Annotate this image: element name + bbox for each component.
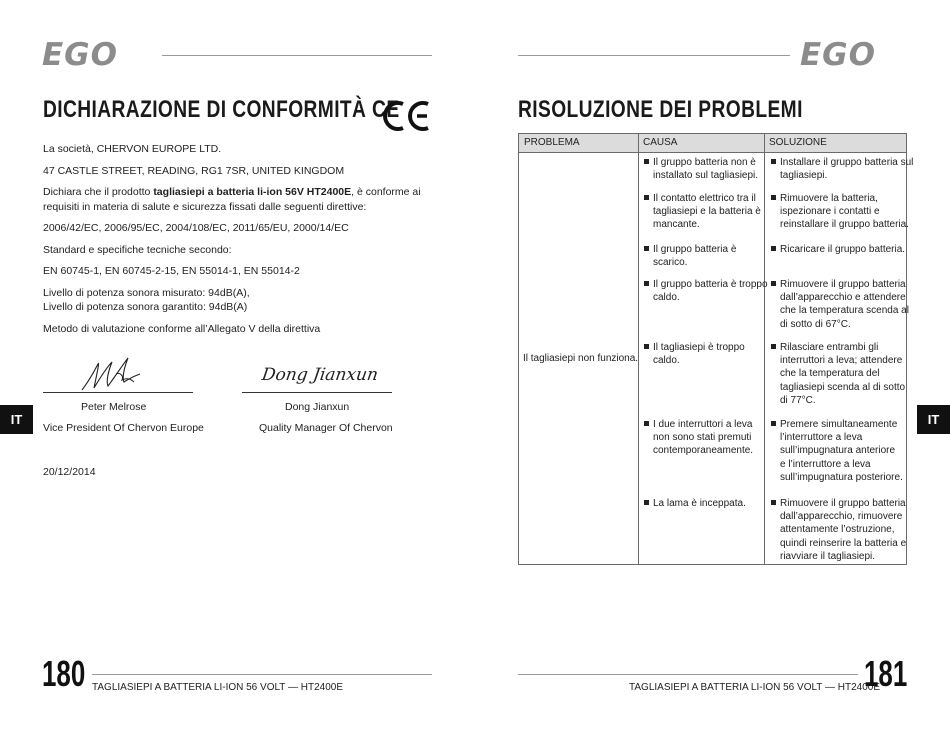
product-name: tagliasiepi a batteria li-ion 56V HT2400E	[153, 186, 352, 198]
page-title: DICHIARAZIONE DI CONFORMITÀ CE	[43, 96, 400, 123]
cause-cell	[653, 418, 765, 458]
ego-logo-right: EGO	[800, 37, 876, 73]
cell-line: tagliasiepi e la batteria è	[653, 206, 761, 218]
page-number-left: 180	[42, 653, 86, 694]
header-soluzione: SOLUZIONE	[769, 137, 827, 148]
footer-title-left: TAGLIASIEPI A BATTERIA LI-ION 56 VOLT — HT2400E	[92, 682, 344, 693]
solution-cell	[780, 192, 909, 232]
bullet-icon	[771, 281, 776, 286]
cell-line: Il gruppo batteria non è	[653, 157, 756, 168]
cell-line: di sotto di 67°C.	[780, 318, 851, 330]
column-divider	[638, 134, 639, 564]
language-tab-right: IT	[917, 405, 950, 434]
troubleshooting-table	[518, 133, 914, 565]
language-tab-left: IT	[0, 405, 33, 434]
cell-line: Ricaricare il gruppo batteria.	[780, 244, 906, 255]
footer-title-right: TAGLIASIEPI A BATTERIA LI-ION 56 VOLT — HT2400E	[629, 682, 881, 693]
cause-cell	[653, 192, 765, 232]
company-name: La società, CHERVON EUROPE LTD.	[43, 143, 222, 155]
cause-cell	[653, 156, 765, 182]
cell-line: Il gruppo batteria è	[653, 244, 737, 255]
cell-line: contemporaneamente.	[653, 445, 754, 457]
cell-line: Il contatto elettrico tra il	[653, 193, 756, 204]
header-problema: PROBLEMA	[524, 137, 580, 148]
signature-dong-jianxun: Dong Jianxun	[260, 365, 380, 385]
bullet-icon	[644, 500, 649, 505]
declaration-text: Dichiara che il prodotto tagliasiepi a batteria li-ion 56V HT2400E, è conforme ai	[43, 186, 421, 198]
cell-line: tagliasiepi scenda al di sotto	[780, 381, 906, 393]
bullet-icon	[771, 159, 776, 164]
bullet-icon	[771, 421, 776, 426]
cell-line: Rimuovere la batteria,	[780, 193, 878, 204]
footer-rule-left	[92, 674, 432, 675]
solution-cell	[780, 418, 903, 484]
solution-cell	[780, 156, 914, 182]
signature-line-2	[242, 392, 392, 393]
cell-line: non sono stati premuti	[653, 432, 752, 444]
cell-line: interruttori a leva; attendere	[780, 355, 903, 367]
bullet-icon	[644, 159, 649, 164]
cell-line: ispezionare i contatti e	[780, 206, 880, 218]
company-address: 47 CASTLE STREET, READING, RG1 7SR, UNITED KINGDOM	[43, 165, 345, 177]
cell-line: quindi reinserire la batteria e	[780, 537, 907, 549]
declaration-text-2: requisiti in materia di salute e sicurezza fissati dalle seguenti direttive:	[43, 201, 367, 213]
cell-line: tagliasiepi.	[780, 170, 828, 182]
cell-line: Premere simultaneamente	[780, 419, 898, 430]
bullet-icon	[771, 195, 776, 200]
table-header-row	[519, 134, 906, 153]
cell-line: Il tagliasiepi è troppo	[653, 342, 745, 353]
cell-line: dall’apparecchio e attendere	[780, 292, 906, 304]
bullet-icon	[644, 421, 649, 426]
cell-line: di 77°C.	[780, 394, 816, 406]
ce-mark-icon	[383, 98, 433, 134]
cell-line: sull’impugnatura posteriore.	[780, 471, 903, 483]
header-rule-right	[518, 55, 790, 56]
cell-line: dall’apparecchio, rimuovere	[780, 511, 903, 523]
cell-line: La lama è inceppata.	[653, 498, 746, 509]
bullet-icon	[644, 195, 649, 200]
cell-line: Rimuovere il gruppo batteria	[780, 279, 906, 290]
directives-list: 2006/42/EC, 2006/95/EC, 2004/108/EC, 2011/65/EU, 2000/14/EC	[43, 222, 349, 234]
bullet-icon	[771, 246, 776, 251]
declaration-date: 20/12/2014	[43, 466, 96, 478]
cause-cell	[653, 278, 768, 304]
bullet-icon	[644, 281, 649, 286]
solution-cell	[780, 497, 907, 563]
cell-line: l’interruttore a leva	[780, 432, 863, 444]
standards-label: Standard e specifiche tecniche secondo:	[43, 244, 232, 256]
problem-cell: Il tagliasiepi non funziona.	[523, 353, 639, 364]
cause-cell	[653, 243, 765, 269]
cell-line: installato sul tagliasiepi.	[653, 170, 759, 182]
cell-line: Rimuovere il gruppo batteria	[780, 498, 906, 509]
signer2-name: Dong Jianxun	[285, 401, 350, 413]
evaluation-method: Metodo di valutazione conforme all’Allegato V della direttiva	[43, 323, 321, 335]
header-causa: CAUSA	[643, 137, 678, 148]
cell-line: sull’impugnatura anteriore	[780, 445, 896, 457]
signer1-title: Vice President Of Chervon Europe	[43, 422, 204, 434]
signature-line-1	[43, 392, 193, 393]
cause-cell	[653, 497, 765, 510]
cell-line: I due interruttori a leva	[653, 419, 753, 430]
page-number-right: 181	[864, 653, 908, 694]
cell-line: attentamente l’ostruzione,	[780, 524, 895, 536]
ego-logo: EGO	[42, 37, 118, 73]
bullet-icon	[644, 344, 649, 349]
solution-cell	[780, 341, 906, 407]
signer2-title: Quality Manager Of Chervon	[259, 422, 393, 434]
signature-peter-melrose	[78, 352, 148, 394]
cell-line: scarico.	[653, 257, 688, 269]
signer1-name: Peter Melrose	[81, 401, 147, 413]
page-title-right: RISOLUZIONE DEI PROBLEMI	[518, 96, 803, 123]
cell-line: Rilasciare entrambi gli	[780, 342, 879, 353]
cell-line: che la temperatura del	[780, 368, 880, 380]
standards-list: EN 60745-1, EN 60745-2-15, EN 55014-1, EN 55014-2	[43, 265, 300, 277]
cause-cell	[653, 341, 765, 367]
cell-line: e l’interruttore a leva	[780, 458, 871, 470]
cell-line: caldo.	[653, 355, 680, 367]
cell-line: caldo.	[653, 292, 680, 304]
cell-line: Installare il gruppo batteria sul	[780, 157, 914, 168]
cell-line: Il gruppo batteria è troppo	[653, 279, 768, 290]
cell-line: che la temperatura scenda al	[780, 305, 909, 317]
cell-line: reinstallare il gruppo batteria.	[780, 219, 909, 231]
header-rule	[162, 55, 432, 56]
sound-level-guaranteed: Livello di potenza sonora garantito: 94dB(A)	[43, 301, 248, 313]
bullet-icon	[771, 344, 776, 349]
footer-rule-right	[518, 674, 858, 675]
bullet-icon	[771, 500, 776, 505]
cell-line: riavviare il tagliasiepi.	[780, 550, 876, 562]
solution-cell	[780, 278, 909, 331]
solution-cell	[780, 243, 906, 256]
bullet-icon	[644, 246, 649, 251]
cell-line: mancante.	[653, 219, 700, 231]
sound-level-measured: Livello di potenza sonora misurato: 94dB(A),	[43, 287, 250, 299]
